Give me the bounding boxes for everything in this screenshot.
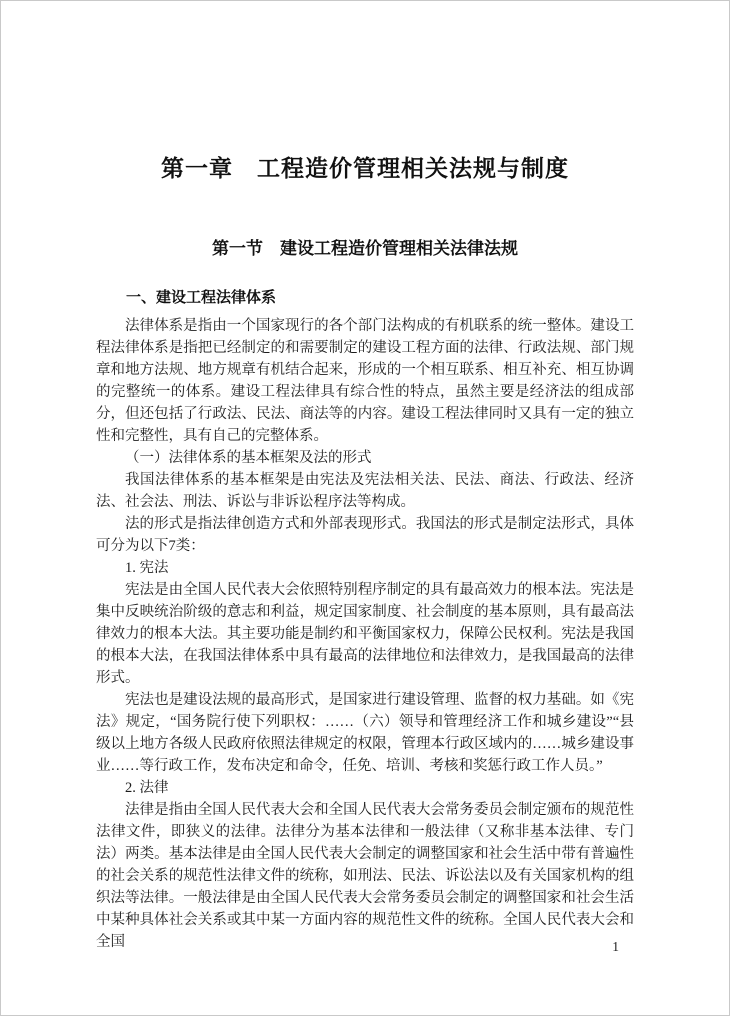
- body-paragraphs: [96, 315, 634, 953]
- paragraph-body: 我国法律体系的基本框架是由宪法及宪法相关法、民法、商法、行政法、经济法、社会法、刑法、诉讼与非诉讼程序法等构成。: [96, 472, 634, 510]
- paragraph-numbered: 1. 宪法: [125, 560, 169, 576]
- paragraph-body: 宪法是由全国人民代表大会依照特别程序制定的具有最高效力的根本法。宪法是集中反映统治阶级的意志和利益，规定国家制度、社会制度的基本原则，具有最高法律效力的根本大法。其主要功能是制约和平衡国家权力，保障公民权利。宪法是我国的根本大法，在我国法律体系中具有最高的法律地位和法律效力，是我国最高的法律形式。: [96, 582, 634, 686]
- paragraph-body: 法律体系是指由一个国家现行的各个部门法构成的有机联系的统一整体。建设工程法律体系是指把已经制定的和需要制定的建设工程方面的法律、行政法规、部门规章和地方法规、地方规章有机结合起来，形成的一个相互联系、相互补充、相互协调的完整统一的体系。建设工程法律具有综合性的特点，虽然主要是经济法的组成部分，但还包括了行政法、民法、商法等的内容。建设工程法律同时又具有一定的独立性和完整性，具有自己的完整体系。: [96, 318, 634, 444]
- paragraph-subheading: （一）法律体系的基本框架及法的形式: [125, 450, 372, 466]
- chapter-title: 第一章 工程造价管理相关法规与制度: [161, 155, 569, 181]
- paragraph-body: 法律是指由全国人民代表大会和全国人民代表大会常务委员会制定颁布的规范性法律文件，即狭义的法律。法律分为基本法律和一般法律（又称非基本法律、专门法）两类。基本法律是由全国人民代表大会制定的调整国家和社会生活中带有普遍性的社会关系的规范性法律文件的统称，如刑法、民法、诉讼法以及有关国家机构的组织法等法律。一般法律是由全国人民代表大会常务委员会制定的调整国家和社会生活中某种具体社会关系或其中某一方面内容的规范性文件的统称。全国人民代表大会和全国: [96, 802, 634, 950]
- paragraph-body: 宪法也是建设法规的最高形式，是国家进行建设管理、监督的权力基础。如《宪法》规定，“国务院行使下列职权：……（六）领导和管理经济工作和城乡建设”“县级以上地方各级人民政府依照法律规定的权限，管理本行政区域内的……城乡建设事业……等行政工作，发布决定和命令，任免、培训、考核和奖惩行政工作人员。”: [96, 692, 634, 774]
- paragraph-numbered: 2. 法律: [125, 780, 169, 796]
- heading-construction-law-system: 一、建设工程法律体系: [126, 289, 277, 306]
- section-title: 第一节 建设工程造价管理相关法律法规: [212, 239, 518, 258]
- paragraph-body: 法的形式是指法律创造方式和外部表现形式。我国法的形式是制定法形式，具体可分为以下7类：: [96, 516, 634, 554]
- page-number: 1: [612, 939, 619, 954]
